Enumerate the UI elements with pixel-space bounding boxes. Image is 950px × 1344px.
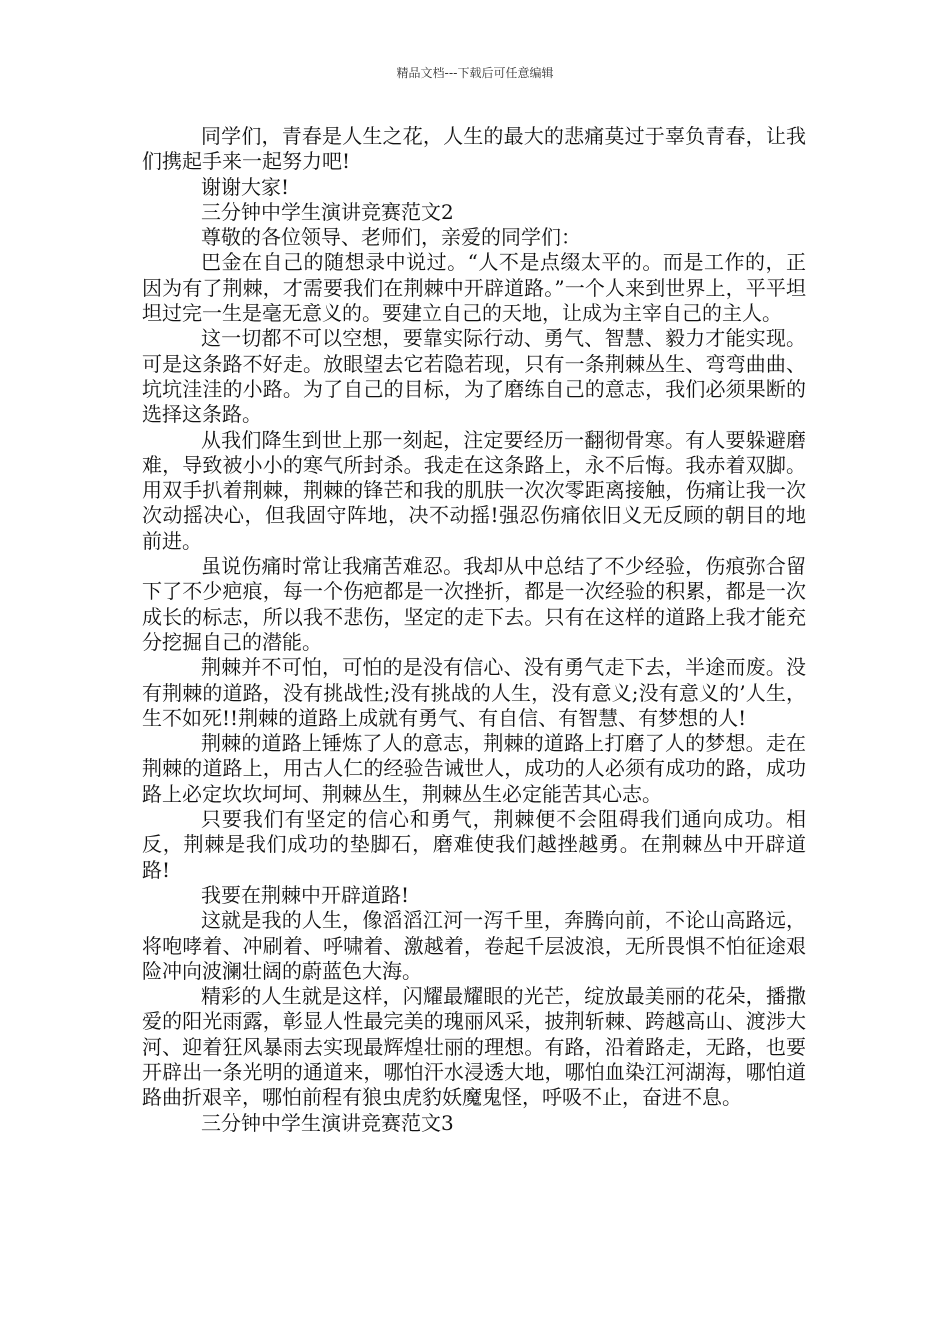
paragraph-closing-appeal: 同学们，青春是人生之花，人生的最大的悲痛莫过于辜负青春，让我们携起手来一起努力吧! [142,124,806,174]
page-header: 精品文档---下载后可任意编辑 [396,66,554,80]
section-title-2: 三分钟中学生演讲竞赛范文2 [201,199,454,224]
section-title-3: 三分钟中学生演讲竞赛范文3 [201,1110,454,1135]
paragraph-body: 这一切都不可以空想，要靠实际行动、勇气、智慧、毅力才能实现。可是这条路不好走。放眼望去它若隐若现，只有一条荆棘丛生、弯弯曲曲、坑坑洼洼的小路。为了自己的目标，为了磨练自己的意志，我们必须果断的选择这条路。 [142,326,806,427]
paragraph-body: 荆棘并不可怕，可怕的是没有信心、没有勇气走下去，半途而废。没有荆棘的道路，没有挑战性;没有挑战的人生，没有意义;没有意义的’人生，生不如死!!荆棘的道路上成就有勇气、有自信、有智慧、有梦想的人! [142,655,806,730]
paragraph-thanks: 谢谢大家! [201,174,290,199]
paragraph-body: 虽说伤痛时常让我痛苦难忍。我却从中总结了不少经验，伤痕弥合留下了不少疤痕，每一个伤疤都是一次挫折，都是一次经验的积累，都是一次成长的标志，所以我不悲伤，坚定的走下去。只有在这样的道路上我才能充分挖掘自己的潜能。 [142,554,806,654]
paragraph-body: 我要在荆棘中开辟道路! [201,882,410,907]
paragraph-body: 只要我们有坚定的信心和勇气，荆棘便不会阻碍我们通向成功。相反，荆棘是我们成功的垫脚石，磨难使我们越挫越勇。在荆棘丛中开辟道路! [142,807,806,882]
paragraph-salutation: 尊敬的各位领导、老师们，亲爱的同学们： [201,225,581,250]
document-body [142,124,806,1136]
paragraph-body: 荆棘的道路上锤炼了人的意志，荆棘的道路上打磨了人的梦想。走在荆棘的道路上，用古人仁的经验告诫世人，成功的人必须有成功的路，成功路上必定坎坎坷坷、荆棘丛生，荆棘丛生必定能苦其心志。 [142,731,806,806]
paragraph-body: 精彩的人生就是这样，闪耀最耀眼的光芒，绽放最美丽的花朵，播撒爱的阳光雨露，彰显人性最完美的瑰丽风采，披荆斩棘、跨越高山、渡涉大河、迎着狂风暴雨去实现最辉煌壮丽的理想。有路，沿着路走，无路，也要开辟出一条光明的通道来，哪怕汗水浸透大地，哪怕血染江河湖海，哪怕道路曲折艰辛，哪怕前程有狼虫虎豹妖魔鬼怪，呼吸不止，奋进不息。 [142,984,806,1110]
paragraph-body: 这就是我的人生，像滔滔江河一泻千里，奔腾向前，不论山高路远，将咆哮着、冲刷着、呼啸着、激越着，卷起千层波浪，无所畏惧不怕征途艰险冲向波澜壮阔的蔚蓝色大海。 [142,908,806,983]
paragraph-body: 从我们降生到世上那一刻起，注定要经历一翻彻骨寒。有人要躲避磨难，导致被小小的寒气所封杀。我走在这条路上，永不后悔。我赤着双脚。用双手扒着荆棘，荆棘的锋芒和我的肌肤一次次零距离接触，伤痛让我一次次动摇决心，但我固守阵地，决不动摇!强忍伤痛依旧义无反顾的朝目的地前进。 [142,427,806,553]
paragraph-body: 巴金在自己的随想录中说过。“人不是点缀太平的。而是工作的，正因为有了荆棘，才需要我们在荆棘中开辟道路。”一个人来到世界上，平平坦坦过完一生是毫无意义的。要建立自己的天地，让成为主宰自己的主人。 [142,250,806,326]
